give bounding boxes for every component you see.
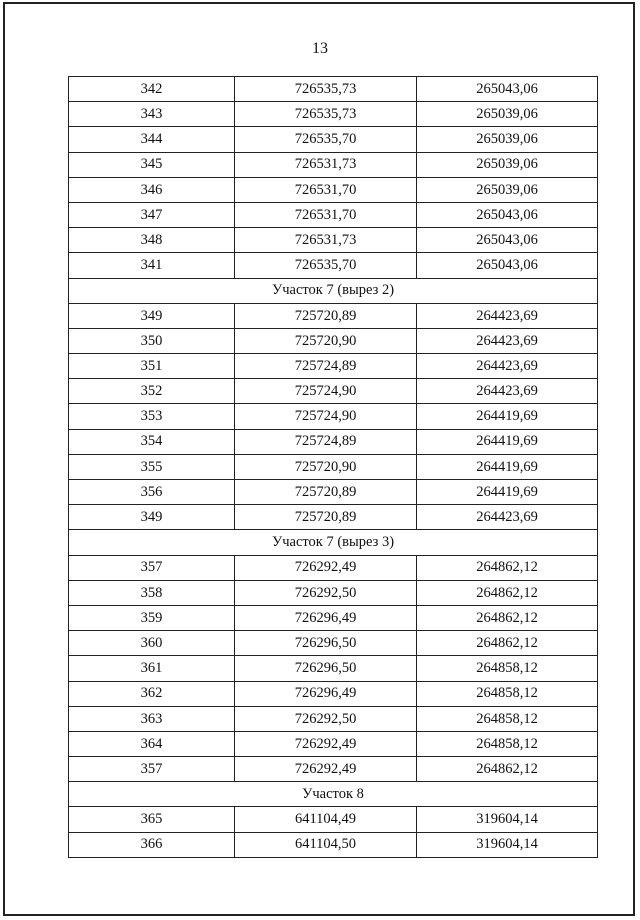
table-row — [69, 480, 598, 505]
point-number-cell: 362 — [69, 681, 235, 706]
point-number-cell: 349 — [69, 505, 235, 530]
y-coordinate-cell: 265043,06 — [417, 77, 598, 102]
y-coordinate-cell: 264858,12 — [417, 656, 598, 681]
x-coordinate-cell: 726535,70 — [235, 253, 417, 278]
table-row — [69, 354, 598, 379]
point-number-cell: 347 — [69, 202, 235, 227]
table-row — [69, 177, 598, 202]
x-coordinate-cell: 726292,50 — [235, 580, 417, 605]
x-coordinate-cell: 725724,89 — [235, 354, 417, 379]
section-label: Участок 7 (вырез 3) — [69, 530, 598, 555]
x-coordinate-cell: 726531,73 — [235, 152, 417, 177]
point-number-cell: 342 — [69, 77, 235, 102]
x-coordinate-cell: 725720,90 — [235, 328, 417, 353]
x-coordinate-cell: 726531,70 — [235, 202, 417, 227]
x-coordinate-cell: 726292,49 — [235, 757, 417, 782]
y-coordinate-cell: 264423,69 — [417, 328, 598, 353]
point-number-cell: 363 — [69, 706, 235, 731]
y-coordinate-cell: 264423,69 — [417, 505, 598, 530]
point-number-cell: 357 — [69, 757, 235, 782]
x-coordinate-cell: 725720,90 — [235, 454, 417, 479]
y-coordinate-cell: 264419,69 — [417, 454, 598, 479]
section-label: Участок 8 — [69, 782, 598, 807]
x-coordinate-cell: 726296,50 — [235, 656, 417, 681]
table-row — [69, 580, 598, 605]
table-row — [69, 253, 598, 278]
table-row — [69, 706, 598, 731]
section-row — [69, 782, 598, 807]
section-label: Участок 7 (вырез 2) — [69, 278, 598, 303]
y-coordinate-cell: 265039,06 — [417, 102, 598, 127]
point-number-cell: 366 — [69, 832, 235, 857]
coordinates-table — [68, 76, 598, 858]
table-row — [69, 807, 598, 832]
y-coordinate-cell: 264862,12 — [417, 580, 598, 605]
point-number-cell: 349 — [69, 303, 235, 328]
table-row — [69, 555, 598, 580]
x-coordinate-cell: 725720,89 — [235, 505, 417, 530]
y-coordinate-cell: 264423,69 — [417, 354, 598, 379]
point-number-cell: 356 — [69, 480, 235, 505]
x-coordinate-cell: 725720,89 — [235, 303, 417, 328]
point-number-cell: 357 — [69, 555, 235, 580]
point-number-cell: 365 — [69, 807, 235, 832]
point-number-cell: 360 — [69, 631, 235, 656]
point-number-cell: 346 — [69, 177, 235, 202]
y-coordinate-cell: 264862,12 — [417, 555, 598, 580]
y-coordinate-cell: 264419,69 — [417, 404, 598, 429]
table-row — [69, 605, 598, 630]
point-number-cell: 341 — [69, 253, 235, 278]
x-coordinate-cell: 726535,73 — [235, 102, 417, 127]
y-coordinate-cell: 265039,06 — [417, 127, 598, 152]
table-row — [69, 328, 598, 353]
table-row — [69, 228, 598, 253]
x-coordinate-cell: 726531,70 — [235, 177, 417, 202]
table-row — [69, 379, 598, 404]
point-number-cell: 361 — [69, 656, 235, 681]
point-number-cell: 364 — [69, 731, 235, 756]
y-coordinate-cell: 264862,12 — [417, 757, 598, 782]
point-number-cell: 348 — [69, 228, 235, 253]
x-coordinate-cell: 726296,49 — [235, 605, 417, 630]
point-number-cell: 358 — [69, 580, 235, 605]
page-number: 13 — [312, 40, 328, 57]
y-coordinate-cell: 264858,12 — [417, 731, 598, 756]
x-coordinate-cell: 641104,50 — [235, 832, 417, 857]
point-number-cell: 353 — [69, 404, 235, 429]
point-number-cell: 344 — [69, 127, 235, 152]
table-row — [69, 102, 598, 127]
table-row — [69, 731, 598, 756]
table-row — [69, 152, 598, 177]
point-number-cell: 343 — [69, 102, 235, 127]
y-coordinate-cell: 265043,06 — [417, 202, 598, 227]
x-coordinate-cell: 726531,73 — [235, 228, 417, 253]
point-number-cell: 354 — [69, 429, 235, 454]
x-coordinate-cell: 726292,50 — [235, 706, 417, 731]
y-coordinate-cell: 264419,69 — [417, 429, 598, 454]
coordinates-table-body — [69, 77, 598, 858]
table-row — [69, 454, 598, 479]
y-coordinate-cell: 264423,69 — [417, 379, 598, 404]
x-coordinate-cell: 725724,90 — [235, 379, 417, 404]
x-coordinate-cell: 726292,49 — [235, 555, 417, 580]
x-coordinate-cell: 641104,49 — [235, 807, 417, 832]
y-coordinate-cell: 319604,14 — [417, 832, 598, 857]
y-coordinate-cell: 265043,06 — [417, 253, 598, 278]
x-coordinate-cell: 726296,49 — [235, 681, 417, 706]
table-row — [69, 832, 598, 857]
y-coordinate-cell: 264423,69 — [417, 303, 598, 328]
x-coordinate-cell: 726296,50 — [235, 631, 417, 656]
x-coordinate-cell: 726535,73 — [235, 77, 417, 102]
table-row — [69, 404, 598, 429]
x-coordinate-cell: 726292,49 — [235, 731, 417, 756]
table-row — [69, 631, 598, 656]
table-row — [69, 77, 598, 102]
y-coordinate-cell: 265039,06 — [417, 177, 598, 202]
section-row — [69, 278, 598, 303]
table-row — [69, 757, 598, 782]
y-coordinate-cell: 319604,14 — [417, 807, 598, 832]
point-number-cell: 351 — [69, 354, 235, 379]
y-coordinate-cell: 264862,12 — [417, 605, 598, 630]
y-coordinate-cell: 264419,69 — [417, 480, 598, 505]
table-row — [69, 202, 598, 227]
y-coordinate-cell: 265043,06 — [417, 228, 598, 253]
x-coordinate-cell: 725724,90 — [235, 404, 417, 429]
table-row — [69, 505, 598, 530]
y-coordinate-cell: 264858,12 — [417, 681, 598, 706]
y-coordinate-cell: 265039,06 — [417, 152, 598, 177]
point-number-cell: 352 — [69, 379, 235, 404]
table-row — [69, 656, 598, 681]
point-number-cell: 355 — [69, 454, 235, 479]
x-coordinate-cell: 726535,70 — [235, 127, 417, 152]
y-coordinate-cell: 264862,12 — [417, 631, 598, 656]
x-coordinate-cell: 725724,89 — [235, 429, 417, 454]
point-number-cell: 359 — [69, 605, 235, 630]
table-row — [69, 681, 598, 706]
table-row — [69, 429, 598, 454]
x-coordinate-cell: 725720,89 — [235, 480, 417, 505]
y-coordinate-cell: 264858,12 — [417, 706, 598, 731]
section-row — [69, 530, 598, 555]
point-number-cell: 350 — [69, 328, 235, 353]
table-row — [69, 303, 598, 328]
table-row — [69, 127, 598, 152]
point-number-cell: 345 — [69, 152, 235, 177]
